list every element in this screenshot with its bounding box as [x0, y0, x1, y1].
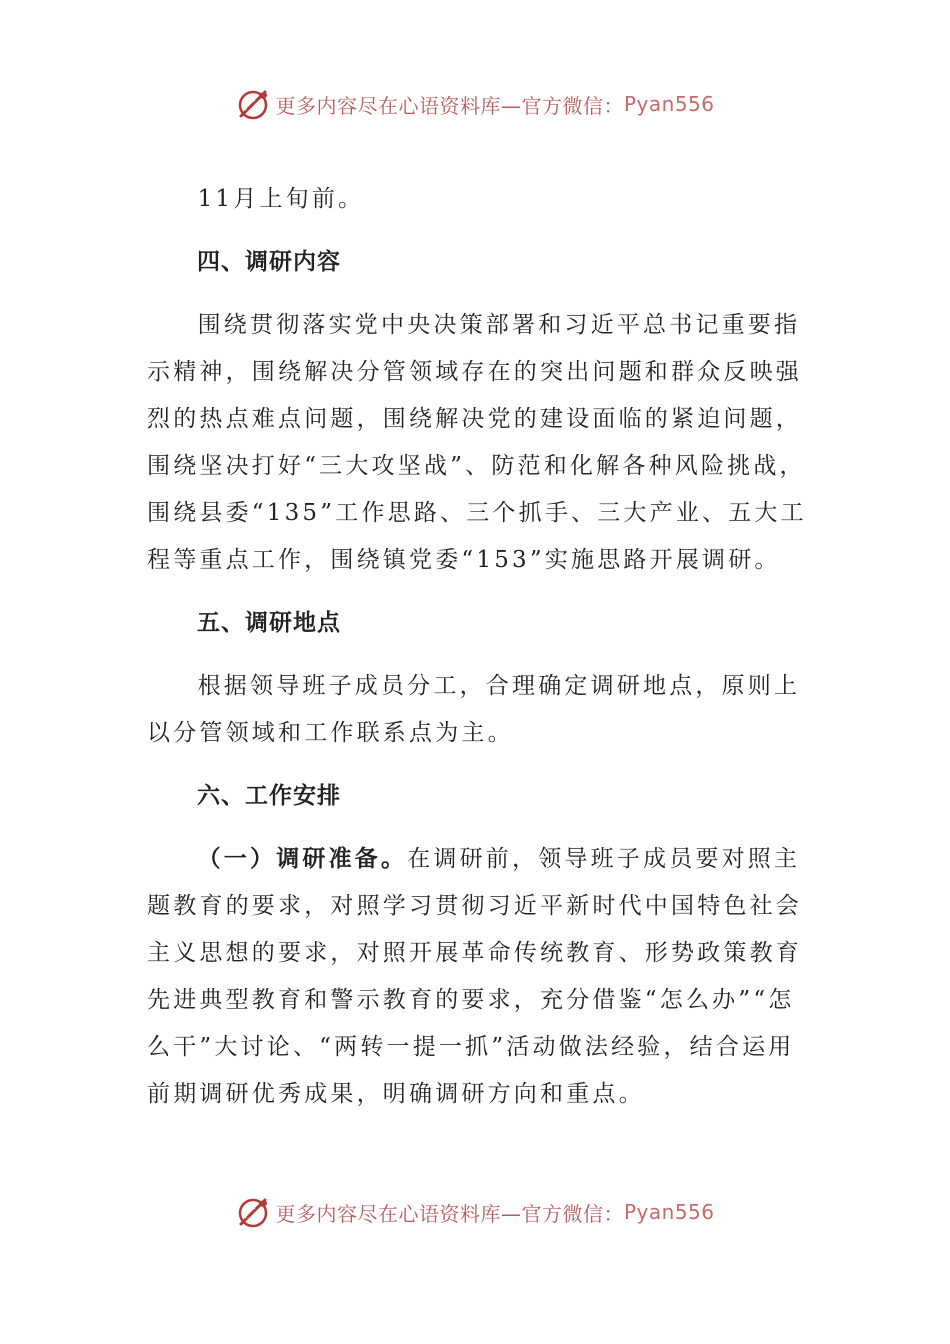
footer-banner	[0, 1192, 950, 1232]
section-heading-location: 五、调研地点	[197, 610, 341, 636]
banner-text: 更多内容尽在心语资料库—官方微信：	[275, 93, 624, 118]
banner-wechat-id: Pyan556	[623, 92, 715, 116]
paragraph-content: 围绕贯彻落实党中央决策部署和习近平总书记重要指示精神，围绕解决分管领域存在的突出问题和群众反映强烈的热点难点问题，围绕解决党的建设面临的紧迫问题，围绕坚决打好“三大攻坚战”、防范和化解各种风险挑战，围绕县委“135”工作思路、三个抓手、三大产业、五大工程等重点工作，围绕镇党委“153”实施思路开展调研。	[147, 312, 807, 573]
section-heading-content: 四、调研内容	[197, 249, 341, 275]
section-heading-arrangement: 六、工作安排	[197, 783, 341, 809]
banner-text: 更多内容尽在心语资料库—官方微信：	[275, 1201, 624, 1226]
paragraph-location: 根据领导班子成员分工，合理确定调研地点，原则上以分管领域和工作联系点为主。	[147, 673, 801, 746]
paragraph-preparation	[147, 836, 807, 1118]
paragraph-time: 11月上旬前。	[197, 186, 365, 212]
document-body	[147, 176, 807, 1118]
header-banner	[0, 84, 950, 124]
banner-wechat-id: Pyan556	[623, 1200, 715, 1224]
pen-logo-icon	[235, 86, 271, 122]
paragraph-preparation-text: 在调研前，领导班子成员要对照主题教育的要求，对照学习贯彻习近平新时代中国特色社会主义思想的要求，对照开展革命传统教育、形势政策教育先进典型教育和警示教育的要求，充分借鉴“怎么办”“怎么干”大讨论、“两转一提一抓”活动做法经验，结合运用前期调研优秀成果，明确调研方向和重点。	[147, 846, 802, 1107]
pen-logo-icon	[235, 1194, 271, 1230]
paragraph-lead: （一）调研准备。	[197, 846, 408, 872]
